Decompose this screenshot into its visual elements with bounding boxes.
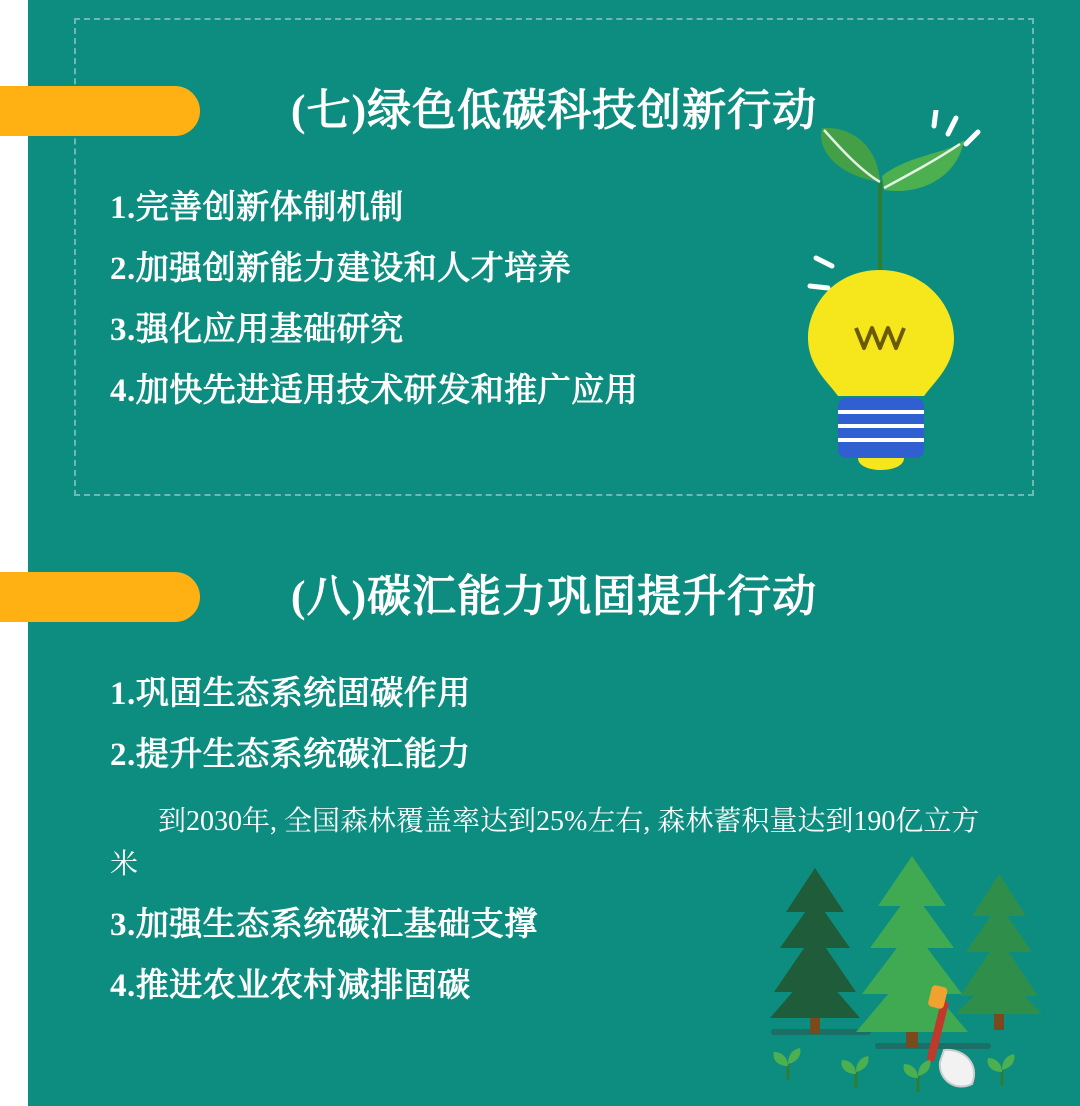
list-item: 4.推进农业农村减排固碳 bbox=[110, 967, 471, 1004]
section-8-note: 到2030年, 全国森林覆盖率达到25%左右, 森林蓄积量达到190亿立方米 bbox=[110, 806, 980, 881]
list-item: 1.巩固生态系统固碳作用 bbox=[110, 676, 471, 712]
lightbulb-sprout-icon bbox=[798, 110, 988, 480]
list-item: 1.完善创新体制机制 bbox=[110, 190, 404, 226]
section-title-8: (八)碳汇能力巩固提升行动 bbox=[290, 572, 818, 621]
left-margin-strip bbox=[0, 0, 28, 1106]
list-item: 2.加强创新能力建设和人才培养 bbox=[110, 251, 572, 287]
section-carbon-sink-capacity bbox=[28, 520, 1080, 1106]
list-item: 3.加强生态系统碳汇基础支撑 bbox=[110, 906, 538, 943]
forest-trees-shovel-icon bbox=[758, 850, 1058, 1100]
list-item: 2.提升生态系统碳汇能力 bbox=[110, 737, 471, 773]
list-item: 4.加快先进适用技术研发和推广应用 bbox=[110, 373, 639, 409]
list-item: 3.强化应用基础研究 bbox=[110, 312, 404, 348]
section-title-7: (七)绿色低碳科技创新行动 bbox=[290, 86, 818, 135]
section-green-low-carbon-innovation bbox=[28, 0, 1080, 520]
